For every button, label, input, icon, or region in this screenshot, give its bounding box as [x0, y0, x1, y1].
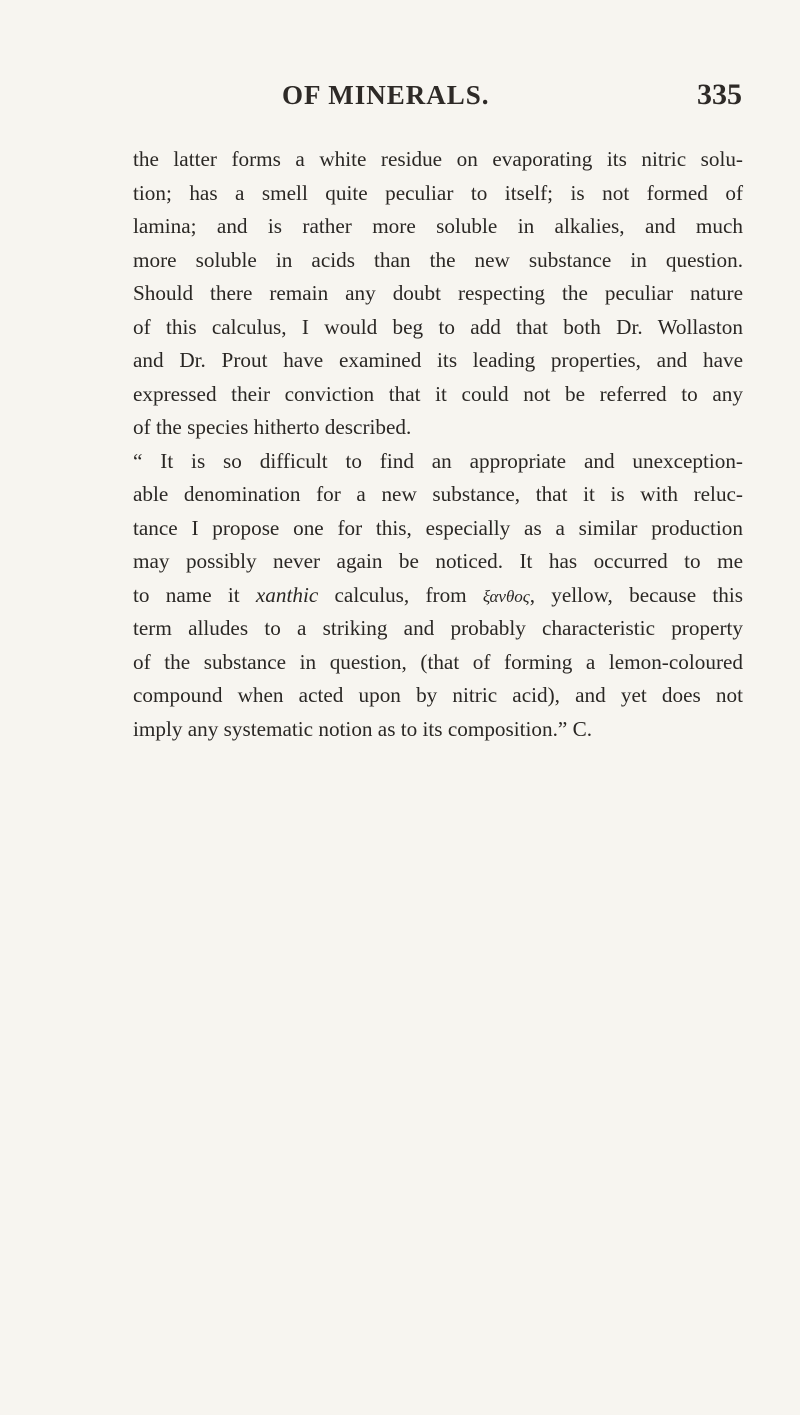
text-segment: , yellow, because this — [529, 582, 744, 607]
text-line: the latter forms a white residue on evaporating its nitric solu- — [133, 147, 743, 171]
text-line: of this calculus, I would beg to add that both Dr. Wollaston — [133, 314, 743, 339]
text-line: Should there remain any doubt respecting the peculiar nature — [133, 281, 743, 305]
text-segment: to name it — [133, 582, 256, 607]
text-line: tion; has a smell quite peculiar to itself; is not formed of — [133, 180, 743, 205]
text-line: term alludes to a striking and probably characteristic property — [133, 616, 743, 640]
running-head — [282, 80, 742, 120]
text-line: and Dr. Prout have examined its leading properties, and have — [133, 348, 743, 372]
italic-term-xanthic: xanthic — [255, 582, 319, 607]
text-line: “ It is so difficult to find an appropriate and unexception- — [133, 448, 743, 473]
text-line: tance I propose one for this, especially as a similar production — [133, 515, 743, 540]
text-line: compound when acted upon by nitric acid), and yet does not — [133, 683, 743, 707]
text-line: of the substance in question, (that of forming a lemon-coloured — [133, 649, 743, 674]
text-line: imply any systematic notion as to its composition.” C. — [133, 716, 593, 741]
greek-word: ξανθος — [482, 586, 530, 606]
text-line: more soluble in acids than the new substance in question. — [133, 247, 743, 272]
text-segment: calculus, from — [318, 582, 483, 607]
text-line: expressed their conviction that it could not be referred to any — [133, 381, 743, 406]
text-line-mixed — [133, 579, 743, 613]
text-line: of the species hitherto described. — [133, 415, 412, 439]
text-line: able denomination for a new substance, that it is with reluc- — [133, 482, 743, 506]
text-line: may possibly never again be noticed. It has occurred to me — [133, 549, 743, 573]
text-line: lamina; and is rather more soluble in alkalies, and much — [133, 214, 743, 238]
running-title: OF MINERALS. — [282, 80, 490, 110]
page-number: 335 — [697, 78, 742, 111]
body-text — [133, 143, 743, 746]
